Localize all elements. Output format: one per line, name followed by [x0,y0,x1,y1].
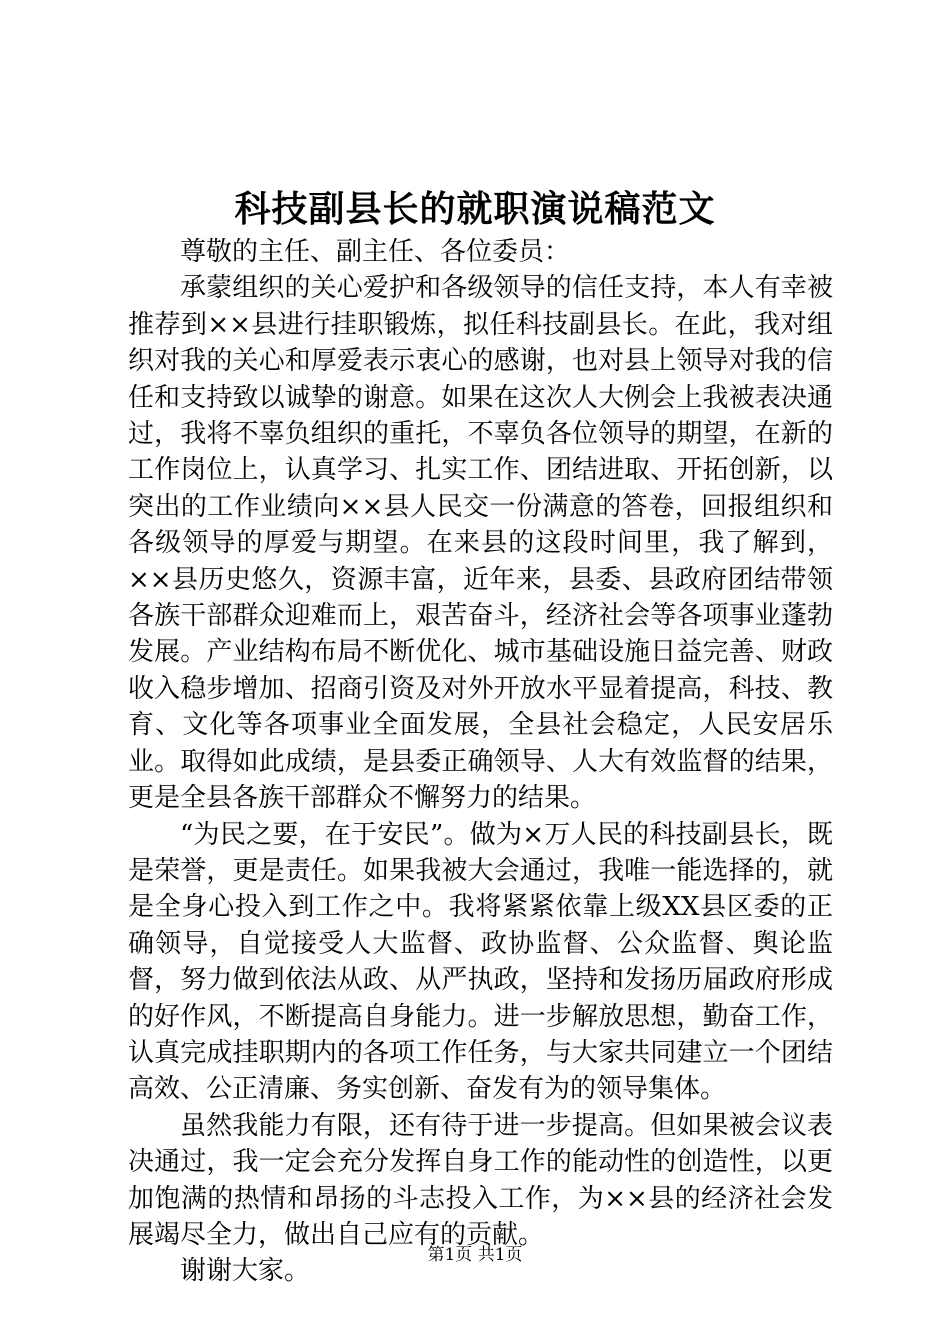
paragraph-1: 承蒙组织的关心爱护和各级领导的信任支持，本人有幸被推荐到××县进行挂职锻炼，拟任科技副县长。在此，我对组织对我的关心和厚爱表示衷心的感谢，也对县上领导对我的信任和支持致以诚挚的谢意。如果在这次人大例会上我被表决通过，我将不辜负组织的重托，不辜负各位领导的期望，在新的工作岗位上，认真学习、扎实工作、团结进取、开拓创新，以突出的工作业绩向××县人民交一份满意的答卷，回报组织和各级领导的厚爱与期望。在来县的这段时间里，我了解到，××县历史悠久，资源丰富，近年来，县委、县政府团结带领各族干部群众迎难而上，艰苦奋斗，经济社会等各项事业蓬勃发展。产业结构布局不断优化、城市基础设施日益完善、财政收入稳步增加、招商引资及对外开放水平显着提高，科技、教育、文化等各项事业全面发展，全县社会稳定，人民安居乐业。取得如此成绩，是县委正确领导、人大有效监督的结果，更是全县各族干部群众不懈努力的结果。 [128,273,833,814]
document-body [128,234,833,1290]
salutation: 尊敬的主任、副主任、各位委员： [180,237,571,267]
paragraph-3: 虽然我能力有限，还有待于进一步提高。但如果被会议表决通过，我一定会充分发挥自身工作的能动性的创造性，以更加饱满的热情和昂扬的斗志投入工作，为××县的经济社会发展竭尽全力，做出自己应有的贡献。 [128,1110,833,1250]
closing: 谢谢大家。 [180,1256,311,1287]
paragraph-2: “为民之要，在于安民”。做为×万人民的科技副县长，既是荣誉，更是责任。如果我被大会通过，我唯一能选择的，就是全身心投入到工作之中。我将紧紧依靠上级XX县区委的正确领导，自觉接受人大监督、政协监督、公众监督、舆论监督，努力做到依法从政、从严执政，坚持和发扬历届政府形成的好作风，不断提高自身能力。进一步解放思想，勤奋工作，认真完成挂职期内的各项工作任务，与大家共同建立一个团结高效、公正清廉、务实创新、奋发有为的领导集体。 [128,819,833,1105]
document-title: 科技副县长的就职演说稿范文 [234,188,716,230]
page-footer: 第1页 共1页 [427,1245,523,1265]
